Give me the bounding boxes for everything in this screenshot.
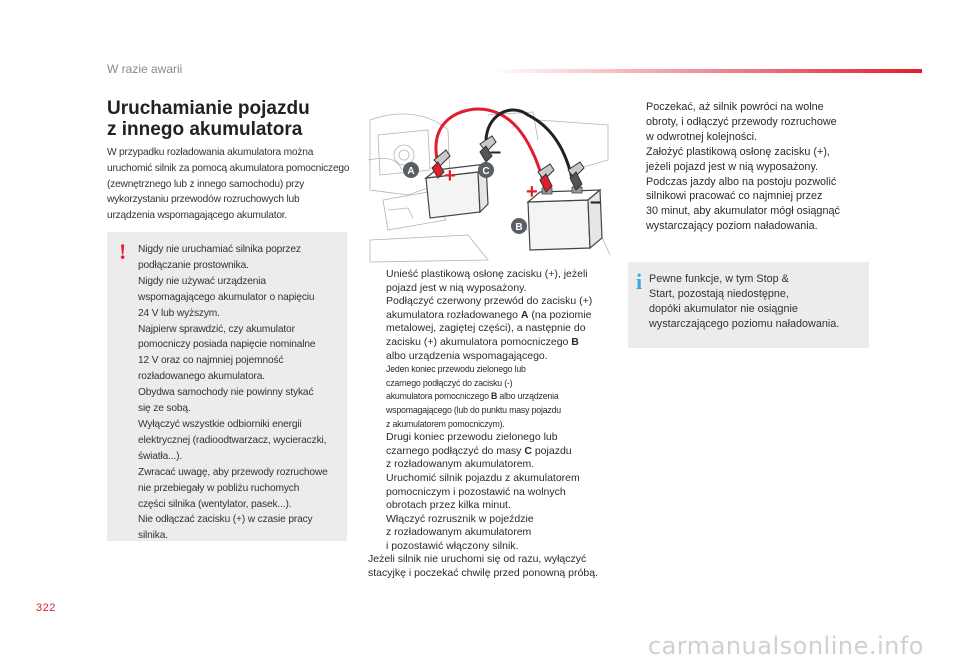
warning-exclamation-icon: ! <box>119 239 127 264</box>
step-text: akumulatora pomocniczego <box>386 391 492 402</box>
info-icon: i <box>636 269 643 294</box>
step-text: pojazdu <box>531 444 572 457</box>
step-4 <box>368 431 620 472</box>
intro-line: (zewnętrznego lub z innego samochodu) przy <box>107 178 305 190</box>
reference-a: A <box>520 308 529 321</box>
warning-line: światła...). <box>138 450 183 462</box>
intro-line: urządzenia wspomagającego akumulator. <box>107 210 288 222</box>
step-line: 30 minut, aby akumulator mógł osiągnąć <box>646 205 840 218</box>
plus-sign-b: + <box>526 181 538 203</box>
label-badge-c <box>478 162 494 178</box>
step-3 <box>368 363 620 431</box>
procedure-steps <box>368 268 620 581</box>
warning-line: się ze sobą. <box>138 403 191 415</box>
step-line: z rozładowanym akumulatorem. <box>386 458 535 471</box>
jump-start-illustration <box>368 100 613 265</box>
info-line: Pewne funkcje, w tym Stop & <box>649 273 789 285</box>
note-line: stacyjkę i poczekać chwilę przed ponowną próbą. <box>368 567 598 580</box>
minus-sign-c: – <box>490 141 502 163</box>
retry-note <box>368 553 620 580</box>
page-title <box>107 98 347 140</box>
info-line: wystarczającego poziomu naładowania. <box>649 318 840 330</box>
step-line: pomocniczym i pozostawić na wolnych <box>386 485 566 498</box>
warning-box <box>107 232 347 541</box>
label-a: A <box>407 166 415 177</box>
warning-line: Obydwa samochody nie powinny stykać <box>138 387 314 399</box>
step-8 <box>628 145 873 175</box>
step-2 <box>368 295 620 363</box>
reference-b: B <box>571 335 579 348</box>
step-line: czarnego podłączyć do zacisku (-) <box>386 377 513 388</box>
step-line: wystarczający poziom naładowania. <box>646 220 818 233</box>
warning-line: 12 V oraz co najmniej pojemność <box>138 355 284 367</box>
warning-line: rozładowanego akumulatora. <box>138 371 265 383</box>
info-line: dopóki akumulator nie osiągnie <box>649 303 798 315</box>
header-rule <box>490 69 922 73</box>
warning-line: wspomagającego akumulator o napięciu <box>138 291 315 303</box>
step-text: akumulatora rozładowanego <box>386 308 521 321</box>
minus-sign-b: – <box>590 191 602 213</box>
label-c: C <box>482 166 490 177</box>
step-5 <box>368 472 620 513</box>
step-line: Unieść plastikową osłonę zacisku (+), jeżeli <box>386 268 588 280</box>
warning-line: silnika. <box>138 530 168 542</box>
step-line: Poczekać, aż silnik powróci na wolne <box>646 101 824 113</box>
watermark-link[interactable]: carmanualsonline.info <box>647 632 924 660</box>
note-line: Jeżeli silnik nie uruchomi się od razu, wyłączyć <box>368 553 587 566</box>
intro-line: W przypadku rozładowania akumulatora można <box>107 147 314 158</box>
step-line: silnikowi pracować co najmniej przez <box>646 190 823 203</box>
step-line: obroty, i odłączyć przewody rozruchowe <box>646 115 837 128</box>
warning-line: części silnika (wentylator, pasek...). <box>138 498 292 510</box>
warning-line: nie przebiegały w pobliżu ruchomych <box>138 482 300 494</box>
step-7 <box>628 100 873 145</box>
step-line: Jeden koniec przewodu zielonego lub <box>386 364 526 375</box>
step-line: Uruchomić silnik pojazdu z akumulatorem <box>386 471 580 484</box>
step-line <box>386 445 620 459</box>
step-text: zacisku (+) akumulatora pomocniczego <box>386 335 572 348</box>
reference-b: B <box>491 391 498 402</box>
page-number: 322 <box>36 602 56 614</box>
warning-line: Nie odłączać zacisku (+) w czasie pracy <box>138 514 313 526</box>
warning-line: Nigdy nie używać urządzenia <box>138 275 266 287</box>
warning-line: Wyłączyć wszystkie odbiorniki energii <box>138 418 302 430</box>
step-line: z akumulatorem pomocniczym). <box>386 418 505 429</box>
step-line: pojazd jest w nią wyposażony. <box>386 281 527 294</box>
step-line: Drugi koniec przewodu zielonego lub <box>386 431 558 444</box>
label-badge-b <box>511 218 527 234</box>
title-line-2: z innego akumulatora <box>107 119 303 140</box>
step-line <box>386 390 620 404</box>
step-line: Włączyć rozrusznik w pojeździe <box>386 512 534 525</box>
step-line: i pozostawić włączony silnik. <box>386 539 519 552</box>
intro-line: uruchomić silnik za pomocą akumulatora pomocniczego <box>107 162 350 174</box>
step-6 <box>368 513 620 554</box>
step-line: Podłączyć czerwony przewód do zacisku (+) <box>386 295 593 308</box>
step-line <box>386 336 620 350</box>
warning-line: Zwracać uwagę, aby przewody rozruchowe <box>138 466 328 478</box>
step-text: (na poziomie <box>528 308 592 321</box>
header-section-title: W razie awarii <box>107 62 183 76</box>
after-start-steps <box>628 100 873 234</box>
warning-line: podłączanie prostownika. <box>138 259 249 271</box>
step-line: w odwrotnej kolejności. <box>646 130 758 143</box>
warning-line: pomocniczy posiada napięcie nominalne <box>138 339 316 351</box>
step-9 <box>628 175 873 235</box>
step-text: albo urządzenia <box>497 391 559 402</box>
title-line-1: Uruchamianie pojazdu <box>107 98 310 119</box>
step-line: Podczas jazdy albo na postoju pozwolić <box>646 175 837 188</box>
step-text: czarnego podłączyć do masy <box>386 444 525 457</box>
step-line: wspomagającego (lub do punktu masy pojazdu <box>386 404 561 415</box>
step-line: z rozładowanym akumulatorem <box>386 526 532 539</box>
warning-line: 24 V lub wyższym. <box>138 307 220 319</box>
plus-sign-a: + <box>444 165 456 187</box>
step-1 <box>368 268 620 295</box>
step-line: albo urządzenia wspomagającego. <box>386 349 548 362</box>
step-line: jeżeli pojazd jest w nią wyposażony. <box>646 160 819 173</box>
warning-line: elektrycznej (radioodtwarzacz, wycieraczki, <box>138 434 327 446</box>
reference-c: C <box>524 444 532 457</box>
info-box <box>628 262 869 348</box>
step-line: obrotach przez kilka minut. <box>386 499 511 512</box>
intro-line: wykorzystaniu przewodów rozruchowych lub <box>107 194 300 206</box>
info-line: Start, pozostają niedostępne, <box>649 288 789 300</box>
warning-line: Najpierw sprawdzić, czy akumulator <box>138 323 295 335</box>
step-line: metalowej, zagiętej części), a następnie do <box>386 322 586 335</box>
label-b: B <box>515 222 523 233</box>
warning-line: Nigdy nie uruchamiać silnika poprzez <box>138 244 301 255</box>
step-line: Założyć plastikową osłonę zacisku (+), <box>646 145 830 158</box>
step-line <box>386 309 620 323</box>
label-badge-a <box>403 162 419 178</box>
intro-paragraph <box>107 145 352 224</box>
